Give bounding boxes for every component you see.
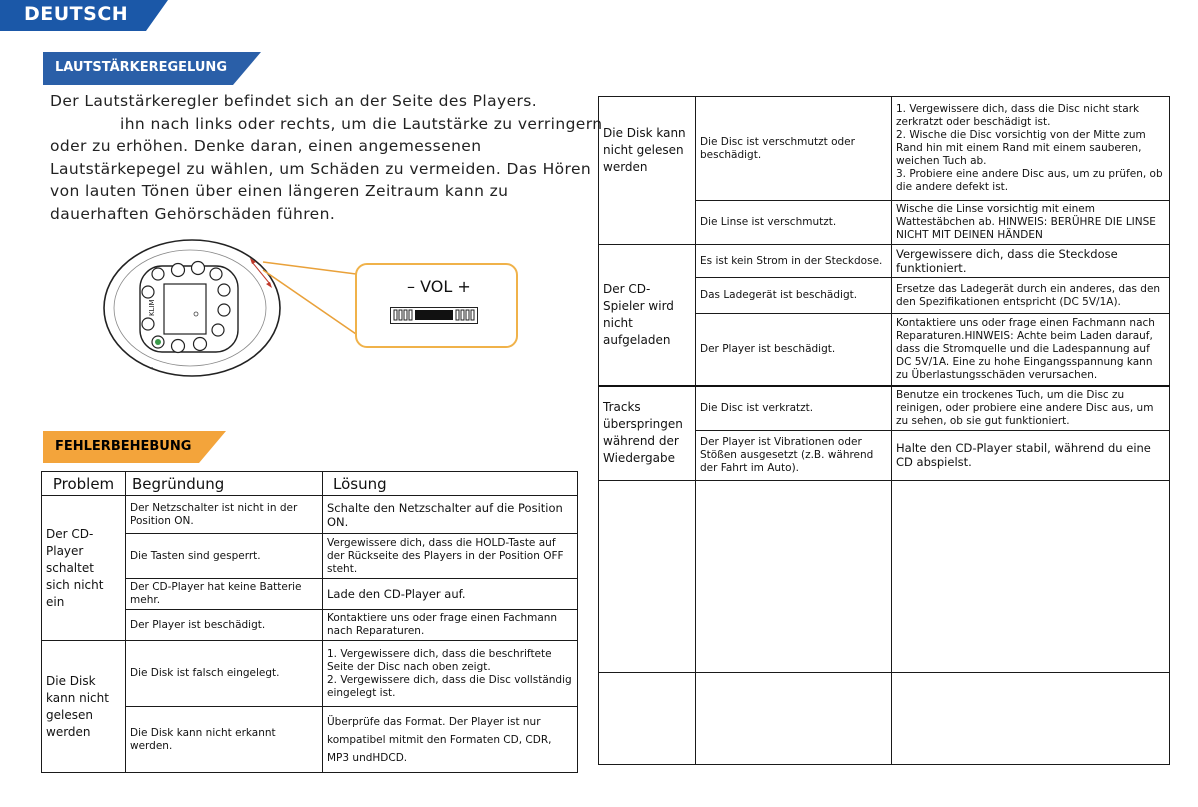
table-header-row (42, 472, 578, 496)
problem-cell: Die Disk kann nicht gelesen werden (599, 97, 696, 245)
troubleshooting-table-right (598, 96, 1170, 765)
table-row (42, 496, 578, 534)
troubleshooting-table-left (41, 471, 578, 773)
intro-line: Der Lautstärkeregler befindet sich an der Seite des Players. (50, 92, 538, 110)
reason-cell: Die Disk ist falsch eingelegt. (126, 641, 323, 707)
table-row-empty (599, 672, 1170, 764)
reason-cell: Die Tasten sind gesperrt. (126, 534, 323, 579)
volume-callout (355, 263, 518, 348)
intro-line: dauerhaften Gehörschäden führen. (50, 204, 336, 223)
solution-cell: Lade den CD-Player auf. (323, 579, 578, 610)
volume-label: – VOL + (407, 277, 471, 296)
solution-cell: Vergewissere dich, dass die Steckdose funktioniert. (892, 245, 1170, 278)
solution-cell: Ersetze das Ladegerät durch ein anderes, das den den Spezifikationen entspricht (DC 5V/1A). (892, 278, 1170, 314)
table-row (42, 641, 578, 707)
language-tag: DEUTSCH (24, 3, 129, 25)
problem-cell: Der CD-Spieler wird nicht aufgeladen (599, 245, 696, 386)
reason-cell: Die Disc ist verkratzt. (696, 386, 892, 431)
volume-section-banner (43, 52, 261, 85)
reason-cell: Der Player ist beschädigt. (126, 610, 323, 641)
intro-line: von lauten Tönen über einen längeren Zeitraum kann zu (50, 182, 509, 200)
reason-cell: Der CD-Player hat keine Batterie mehr. (126, 579, 323, 610)
intro-line: Lautstärkepegel zu wählen, um Schäden zu vermeiden. Das Hören (50, 159, 592, 178)
reason-cell: Die Disk kann nicht erkannt werden. (126, 707, 323, 773)
troubleshooting-heading: FEHLERBEHEBUNG (55, 439, 192, 454)
header-reason: Begründung (126, 472, 323, 496)
table-row-empty (599, 480, 1170, 672)
table-row (599, 245, 1170, 278)
reason-cell: Der Player ist beschädigt. (696, 314, 892, 386)
solution-cell: 1. Vergewissere dich, dass die Disc nicht stark zerkratzt oder beschädigt ist. 2. Wische die Disc vorsichtig von der Mitte zum Rand hin mit einem Rand mit einem sauberen, weichen Tuch ab. 3. Probiere eine andere Disc aus, um zu prüfen, ob die andere defekt ist. (892, 97, 1170, 201)
troubleshooting-banner (43, 431, 226, 464)
brand-text: KLIM (148, 299, 156, 316)
language-banner (0, 0, 168, 31)
solution-cell: Wische die Linse vorsichtig mit einem Wattestäbchen ab. HINWEIS: BERÜHRE DIE LINSE NICHT MIT DEINEN HÄNDEN (892, 201, 1170, 245)
reason-cell: Das Ladegerät ist beschädigt. (696, 278, 892, 314)
volume-slider (390, 307, 478, 324)
reason-cell: Der Netzschalter ist nicht in der Position ON. (126, 496, 323, 534)
table-row (599, 386, 1170, 431)
volume-intro-text (50, 90, 603, 225)
header-problem: Problem (42, 472, 126, 496)
table-row (599, 97, 1170, 201)
reason-cell: Die Disc ist verschmutzt oder beschädigt. (696, 97, 892, 201)
header-solution: Lösung (323, 472, 578, 496)
reason-cell: Die Linse ist verschmutzt. (696, 201, 892, 245)
solution-cell: Kontaktiere uns oder frage einen Fachmann nach Reparaturen.HINWEIS: Achte beim Laden darauf, dass die Stromquelle und die Ladespannung auf DC 5V/1A. Eine zu hohe Eingangsspannung kann zu Überlastungsschäden verursachen. (892, 314, 1170, 386)
problem-cell: Die Disk kann nicht gelesen werden (42, 641, 126, 773)
solution-cell: Halte den CD-Player stabil, während du eine CD abspielst. (892, 430, 1170, 480)
cd-player-illustration (100, 238, 360, 388)
volume-section-heading: LAUTSTÄRKEREGELUNG (55, 60, 227, 75)
reason-cell: Der Player ist Vibrationen oder Stößen ausgesetzt (z.B. während der Fahrt im Auto). (696, 430, 892, 480)
problem-cell: Tracks überspringen während der Wiedergabe (599, 386, 696, 481)
solution-cell: Vergewissere dich, dass die HOLD-Taste auf der Rückseite des Players in der Position OFF steht. (323, 534, 578, 579)
reason-cell: Es ist kein Strom in der Steckdose. (696, 245, 892, 278)
solution-cell: Schalte den Netzschalter auf die Position ON. (323, 496, 578, 534)
problem-cell: Der CD-Player schaltet sich nicht ein (42, 496, 126, 641)
solution-cell: Kontaktiere uns oder frage einen Fachmann nach Reparaturen. (323, 610, 578, 641)
solution-cell: Benutze ein trockenes Tuch, um die Disc zu reinigen, oder probiere eine andere Disc aus, um zu sehen, ob sie gut funktioniert. (892, 386, 1170, 431)
solution-cell: Überprüfe das Format. Der Player ist nur kompatibel mitmit den Formaten CD, CDR, MP3 undHDCD. (323, 707, 578, 773)
intro-line: oder zu erhöhen. Denke daran, einen angemessenen (50, 137, 482, 155)
intro-line: ihn nach links oder rechts, um die Lautstärke zu verringern (120, 114, 603, 133)
solution-cell: 1. Vergewissere dich, dass die beschriftete Seite der Disc nach oben zeigt. 2. Vergewissere dich, dass die Disc vollständig eingelegt ist. (323, 641, 578, 707)
